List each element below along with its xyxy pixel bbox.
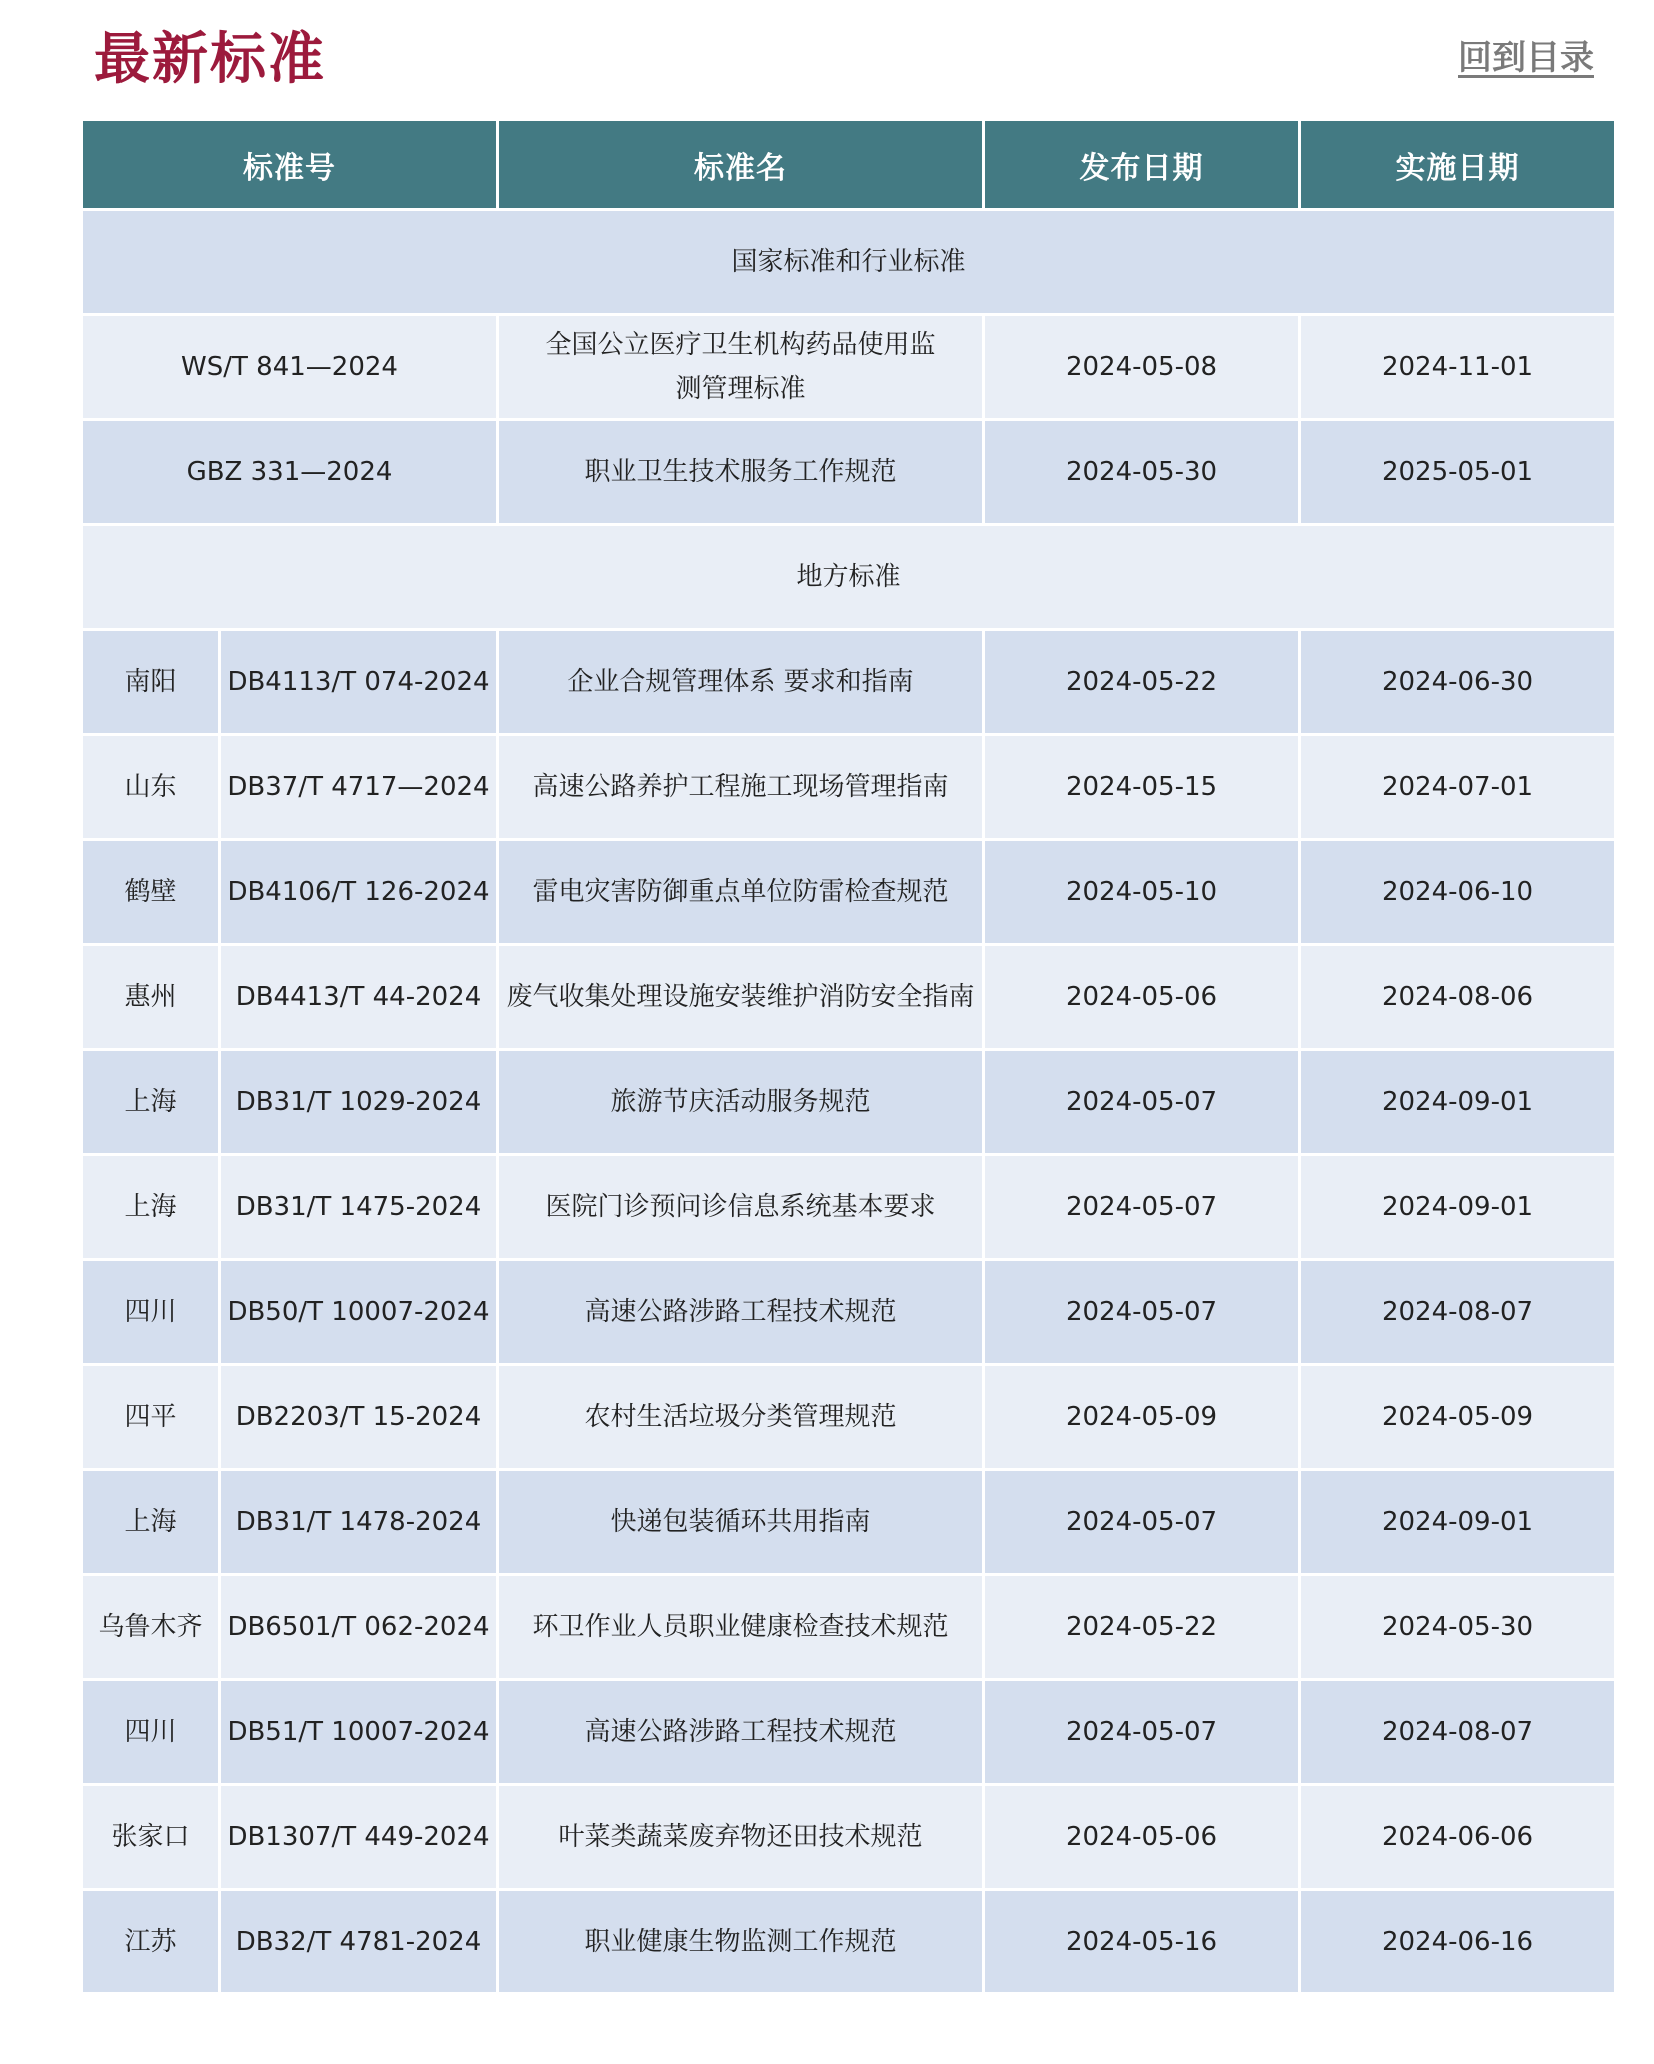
standard-name: 高速公路涉路工程技术规范 xyxy=(498,1680,984,1785)
standard-name: 职业卫生技术服务工作规范 xyxy=(498,420,984,525)
standard-name: 全国公立医疗卫生机构药品使用监测管理标准 xyxy=(498,315,984,420)
publish-date: 2024-05-30 xyxy=(984,420,1300,525)
standard-code: DB31/T 1478-2024 xyxy=(220,1470,498,1575)
standards-table xyxy=(80,118,1617,1995)
table-row xyxy=(82,420,1616,525)
standard-name: 旅游节庆活动服务规范 xyxy=(498,1050,984,1155)
region: 惠州 xyxy=(82,945,220,1050)
publish-date: 2024-05-06 xyxy=(984,945,1300,1050)
effective-date: 2024-09-01 xyxy=(1300,1155,1616,1260)
publish-date: 2024-05-07 xyxy=(984,1260,1300,1365)
publish-date: 2024-05-15 xyxy=(984,735,1300,840)
region: 张家口 xyxy=(82,1785,220,1890)
table-row xyxy=(82,1785,1616,1890)
table-row xyxy=(82,1050,1616,1155)
effective-date: 2024-08-07 xyxy=(1300,1680,1616,1785)
effective-date: 2024-06-30 xyxy=(1300,630,1616,735)
standard-name: 高速公路养护工程施工现场管理指南 xyxy=(498,735,984,840)
table-row xyxy=(82,1890,1616,1994)
effective-date: 2024-08-06 xyxy=(1300,945,1616,1050)
region: 江苏 xyxy=(82,1890,220,1994)
region: 上海 xyxy=(82,1050,220,1155)
region: 四平 xyxy=(82,1365,220,1470)
publish-date: 2024-05-10 xyxy=(984,840,1300,945)
region: 四川 xyxy=(82,1680,220,1785)
standard-code: DB31/T 1475-2024 xyxy=(220,1155,498,1260)
publish-date: 2024-05-16 xyxy=(984,1890,1300,1994)
header-standard-name: 标准名 xyxy=(498,120,984,210)
table-row xyxy=(82,1575,1616,1680)
back-to-contents-link[interactable]: 回到目录 xyxy=(1458,38,1594,78)
effective-date: 2024-05-30 xyxy=(1300,1575,1616,1680)
region: 鹤壁 xyxy=(82,840,220,945)
publish-date: 2024-05-07 xyxy=(984,1680,1300,1785)
page-title: 最新标准 xyxy=(94,27,326,92)
standard-name: 叶菜类蔬菜废弃物还田技术规范 xyxy=(498,1785,984,1890)
table-row xyxy=(82,945,1616,1050)
table-body xyxy=(82,210,1616,1994)
table-row xyxy=(82,630,1616,735)
standard-code: DB37/T 4717—2024 xyxy=(220,735,498,840)
standard-code: DB31/T 1029-2024 xyxy=(220,1050,498,1155)
standard-name: 农村生活垃圾分类管理规范 xyxy=(498,1365,984,1470)
table-row xyxy=(82,1365,1616,1470)
table-header-row xyxy=(82,120,1616,210)
section-label-local: 地方标准 xyxy=(82,525,1616,630)
standard-name: 医院门诊预问诊信息系统基本要求 xyxy=(498,1155,984,1260)
standard-code: DB1307/T 449-2024 xyxy=(220,1785,498,1890)
publish-date: 2024-05-07 xyxy=(984,1155,1300,1260)
standard-code: DB4113/T 074-2024 xyxy=(220,630,498,735)
table-row xyxy=(82,315,1616,420)
region: 四川 xyxy=(82,1260,220,1365)
standard-name: 快递包装循环共用指南 xyxy=(498,1470,984,1575)
section-row-national xyxy=(82,210,1616,315)
region: 上海 xyxy=(82,1155,220,1260)
table-row xyxy=(82,840,1616,945)
publish-date: 2024-05-06 xyxy=(984,1785,1300,1890)
standard-name: 职业健康生物监测工作规范 xyxy=(498,1890,984,1994)
standard-name: 雷电灾害防御重点单位防雷检查规范 xyxy=(498,840,984,945)
standard-code: DB4413/T 44-2024 xyxy=(220,945,498,1050)
publish-date: 2024-05-07 xyxy=(984,1050,1300,1155)
effective-date: 2024-06-06 xyxy=(1300,1785,1616,1890)
standard-name: 废气收集处理设施安装维护消防安全指南 xyxy=(498,945,984,1050)
header-standard-code: 标准号 xyxy=(82,120,498,210)
region: 乌鲁木齐 xyxy=(82,1575,220,1680)
standard-code: WS/T 841—2024 xyxy=(82,315,498,420)
standard-name: 高速公路涉路工程技术规范 xyxy=(498,1260,984,1365)
effective-date: 2024-09-01 xyxy=(1300,1050,1616,1155)
header-effective-date: 实施日期 xyxy=(1300,120,1616,210)
publish-date: 2024-05-08 xyxy=(984,315,1300,420)
standard-code: DB32/T 4781-2024 xyxy=(220,1890,498,1994)
standard-name: 环卫作业人员职业健康检查技术规范 xyxy=(498,1575,984,1680)
header-publish-date: 发布日期 xyxy=(984,120,1300,210)
standard-code: DB51/T 10007-2024 xyxy=(220,1680,498,1785)
table-row xyxy=(82,1680,1616,1785)
publish-date: 2024-05-22 xyxy=(984,630,1300,735)
effective-date: 2024-08-07 xyxy=(1300,1260,1616,1365)
standard-code: DB2203/T 15-2024 xyxy=(220,1365,498,1470)
region: 南阳 xyxy=(82,630,220,735)
section-row-local xyxy=(82,525,1616,630)
table-row xyxy=(82,1155,1616,1260)
effective-date: 2025-05-01 xyxy=(1300,420,1616,525)
publish-date: 2024-05-07 xyxy=(984,1470,1300,1575)
table-row xyxy=(82,735,1616,840)
publish-date: 2024-05-22 xyxy=(984,1575,1300,1680)
standard-code: DB6501/T 062-2024 xyxy=(220,1575,498,1680)
effective-date: 2024-07-01 xyxy=(1300,735,1616,840)
standard-code: DB4106/T 126-2024 xyxy=(220,840,498,945)
table-row xyxy=(82,1260,1616,1365)
effective-date: 2024-06-16 xyxy=(1300,1890,1616,1994)
table-row xyxy=(82,1470,1616,1575)
standard-name: 企业合规管理体系 要求和指南 xyxy=(498,630,984,735)
effective-date: 2024-11-01 xyxy=(1300,315,1616,420)
standard-code: GBZ 331—2024 xyxy=(82,420,498,525)
publish-date: 2024-05-09 xyxy=(984,1365,1300,1470)
region: 山东 xyxy=(82,735,220,840)
section-label-national: 国家标准和行业标准 xyxy=(82,210,1616,315)
standard-code: DB50/T 10007-2024 xyxy=(220,1260,498,1365)
effective-date: 2024-06-10 xyxy=(1300,840,1616,945)
effective-date: 2024-09-01 xyxy=(1300,1470,1616,1575)
effective-date: 2024-05-09 xyxy=(1300,1365,1616,1470)
region: 上海 xyxy=(82,1470,220,1575)
